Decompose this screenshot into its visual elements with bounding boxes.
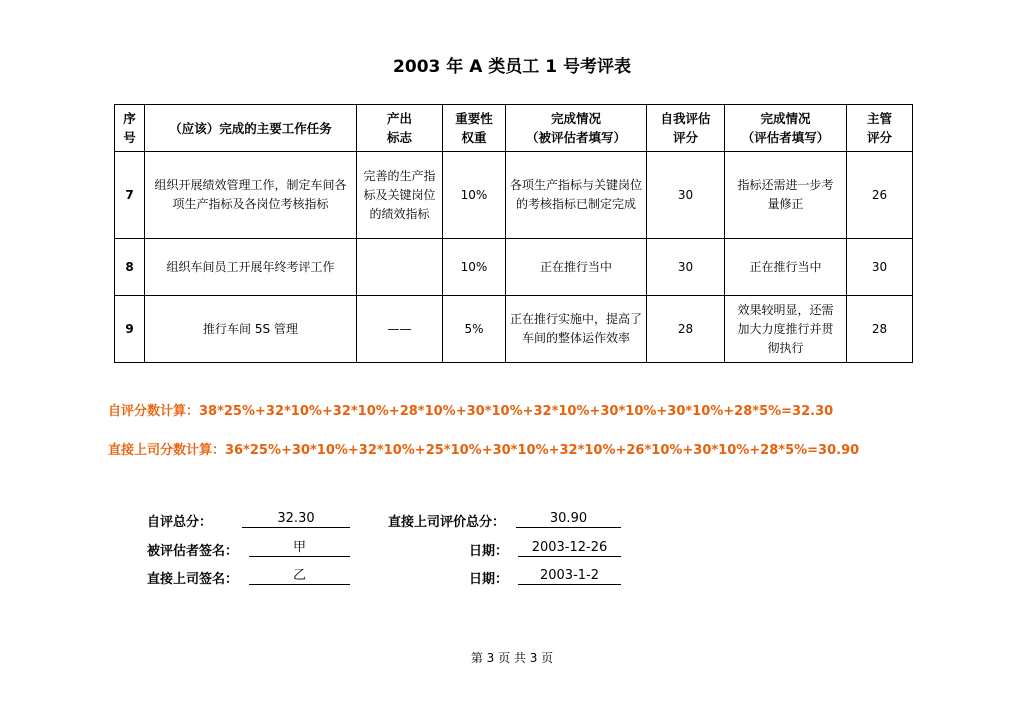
table-header-row <box>115 105 913 152</box>
cell-output: —— <box>357 296 443 363</box>
cell-weight: 5% <box>443 296 506 363</box>
boss-signature-value: 乙 <box>249 567 350 585</box>
cell-self-status: 各项生产指标与关键岗位的考核指标已制定完成 <box>506 152 647 239</box>
evaluatee-signature-label: 被评估者签名： <box>147 544 239 559</box>
cell-self-score: 30 <box>647 152 725 239</box>
self-total-label: 自评总分： <box>147 515 213 530</box>
header-eval-status: 完成情况 （评估者填写） <box>725 105 847 152</box>
cell-mgr-score: 30 <box>847 239 913 296</box>
header-task: （应该）完成的主要工作任务 <box>145 105 357 152</box>
boss-signature-label: 直接上司签名： <box>147 572 239 587</box>
cell-seq: 7 <box>115 152 145 239</box>
self-score-calculation: 自评分数计算：38*25%+32*10%+32*10%+28*10%+30*10%+32*10%+30*10%+30*10%+28*5%=32.30 <box>108 404 834 419</box>
evaluation-table <box>114 104 913 363</box>
boss-score-calculation: 直接上司分数计算：36*25%+30*10%+32*10%+25*10%+30*10%+32*10%+26*10%+30*10%+28*5%=30.90 <box>108 443 860 458</box>
cell-eval-status: 正在推行当中 <box>725 239 847 296</box>
cell-eval-status: 指标还需进一步考量修正 <box>725 152 847 239</box>
boss-total-label: 直接上司评价总分： <box>388 515 506 530</box>
cell-task: 推行车间 5S 管理 <box>145 296 357 363</box>
date1-label: 日期： <box>469 544 509 559</box>
page-number: 第 3 页 共 3 页 <box>470 651 554 665</box>
header-output: 产出 标志 <box>357 105 443 152</box>
cell-self-score: 28 <box>647 296 725 363</box>
header-weight: 重要性 权重 <box>443 105 506 152</box>
header-mgr-score: 主管 评分 <box>847 105 913 152</box>
cell-weight: 10% <box>443 239 506 296</box>
cell-task: 组织车间员工开展年终考评工作 <box>145 239 357 296</box>
document-title: 2003 年 A 类员工 1 号考评表 <box>393 57 631 77</box>
header-self-score: 自我评估 评分 <box>647 105 725 152</box>
header-seq: 序 号 <box>115 105 145 152</box>
cell-self-score: 30 <box>647 239 725 296</box>
cell-eval-status: 效果较明显，还需加大力度推行并贯彻执行 <box>725 296 847 363</box>
self-total-value: 32.30 <box>242 510 350 528</box>
table-row <box>115 296 913 363</box>
table-row <box>115 239 913 296</box>
header-self-status: 完成情况 （被评估者填写） <box>506 105 647 152</box>
table-row <box>115 152 913 239</box>
cell-output <box>357 239 443 296</box>
cell-mgr-score: 28 <box>847 296 913 363</box>
cell-self-status: 正在推行当中 <box>506 239 647 296</box>
cell-task: 组织开展绩效管理工作，制定车间各项生产指标及各岗位考核指标 <box>145 152 357 239</box>
date2-value: 2003-1-2 <box>518 567 621 585</box>
date1-value: 2003-12-26 <box>518 539 621 557</box>
cell-weight: 10% <box>443 152 506 239</box>
date2-label: 日期： <box>469 572 509 587</box>
evaluatee-signature-value: 甲 <box>249 539 350 557</box>
cell-seq: 8 <box>115 239 145 296</box>
boss-total-value: 30.90 <box>516 510 621 528</box>
cell-output: 完善的生产指标及关键岗位的绩效指标 <box>357 152 443 239</box>
cell-seq: 9 <box>115 296 145 363</box>
cell-self-status: 正在推行实施中，提高了车间的整体运作效率 <box>506 296 647 363</box>
cell-mgr-score: 26 <box>847 152 913 239</box>
